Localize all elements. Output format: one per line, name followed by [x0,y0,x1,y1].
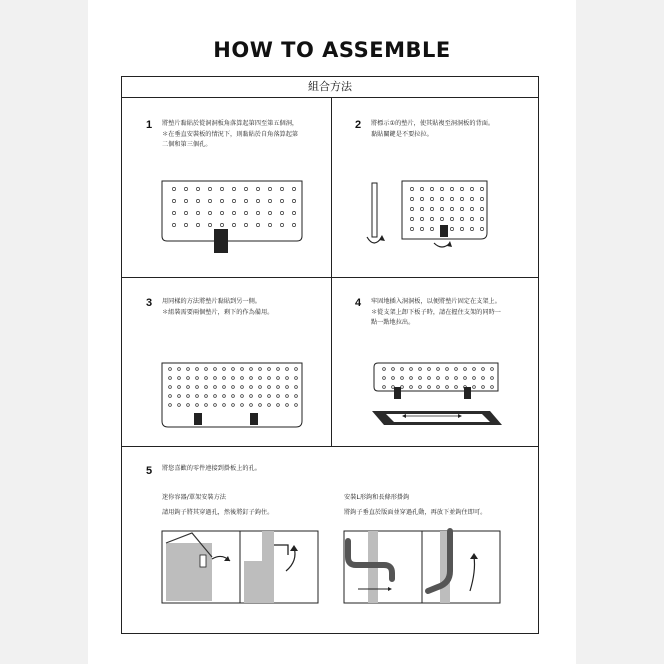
step-5-right-heading: 安裝L形鉤和長條形掛鉤 [344,494,410,501]
frame-header: 組合方法 [122,77,538,98]
step-5-right-illustration [344,531,504,607]
step-3-illustration [162,363,312,433]
adhesive-pad-2 [440,225,448,237]
column-divider [331,97,332,446]
step-4-text: 牢固地插入洞洞板，以便將墊片固定在支架上。 ＊從支架上卸下板子時，請在握住支架的同時一 點一點地拉出。 [371,298,501,326]
step-3-number: 3 [146,297,153,309]
adhesive-pad-left [194,413,202,425]
row-divider-1 [122,277,538,278]
step-2-illustration [362,177,532,267]
step-2-text: 將標示①的墊片，使其貼複至洞洞板的背面。 黏貼關鍵是不要拉拉。 [371,120,495,138]
step-5-text: 將您喜歡的零件連接到掛板上的孔。 [162,465,261,472]
step-5-left-illustration [162,531,322,607]
instruction-frame [121,76,539,634]
adhesive-pad-right [250,413,258,425]
container-body [166,543,212,601]
step-4-number: 4 [355,297,362,309]
step-5-left-desc: 請用鉤子將其穿過孔，然後將釘子鉤住。 [162,509,274,516]
row-divider-2 [122,446,538,447]
step-1-number: 1 [146,119,153,131]
step-5-right-desc: 將鉤子垂直於版面並穿過孔動，再放下並鉤住即可。 [344,509,487,516]
adhesive-pad [214,229,228,253]
page-title: HOW TO ASSEMBLE [213,38,451,62]
step-5-left-heading: 迷你容器/單架安裝方法 [162,494,226,501]
step-3-text: 用同樣的方法將墊片黏貼到另一側。 ＊組裝需要兩個墊片，剩下的作為備用。 [162,298,274,316]
board-edge-view [372,183,377,237]
step-5-number: 5 [146,465,153,477]
step-1-illustration [162,181,312,261]
instruction-page [88,0,576,664]
step-4-illustration [372,359,522,439]
step-1-text: 將墊片黏貼於從洞洞板角落算起第四至第五個洞， ＊在垂直安裝板的情況下，則黏貼於自角落算起第 二個和第三個孔。 [162,120,299,148]
step-2-number: 2 [355,119,362,131]
